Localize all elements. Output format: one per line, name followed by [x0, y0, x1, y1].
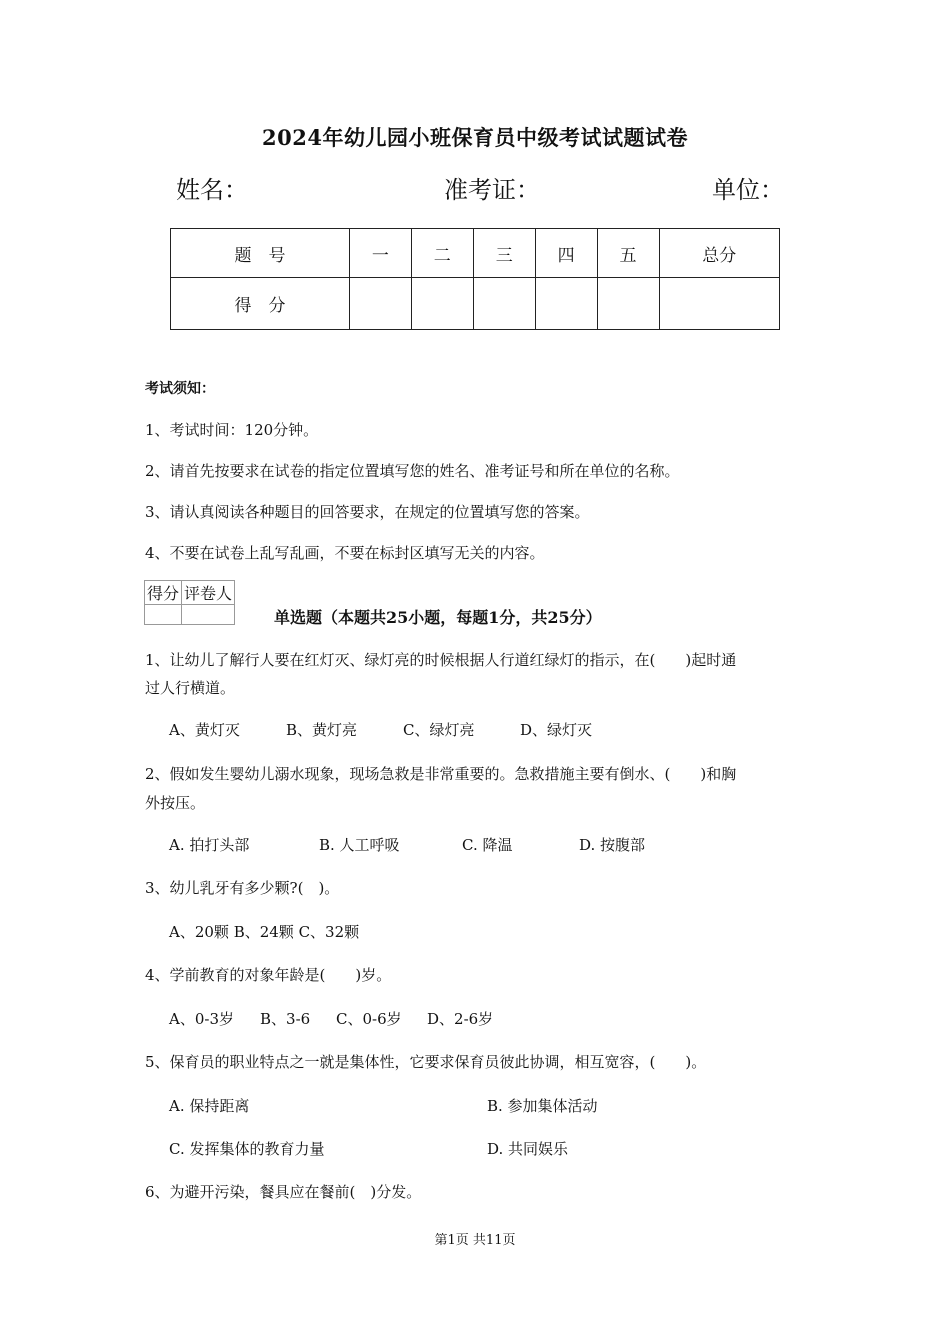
score-table — [170, 228, 780, 330]
section-title: 单选题（本题共25小题，每题1分，共25分） — [274, 608, 602, 627]
question-6-line-1: 6、为避开污染，餐具应在餐前( )分发。 — [145, 1183, 422, 1201]
score-header-5: 五 — [597, 229, 659, 278]
page-footer: 第1页 共11页 — [434, 1233, 516, 1248]
q1-option-b[interactable]: B、黄灯亮 — [286, 721, 358, 739]
score-cell-5[interactable] — [597, 278, 659, 330]
question-4-line-1: 4、学前教育的对象年龄是( )岁。 — [145, 966, 392, 984]
score-cell-1[interactable] — [349, 278, 411, 330]
score-table-score-row — [171, 278, 780, 330]
name-label: 姓名： — [176, 176, 248, 204]
question-1-line-2: 过人行横道。 — [145, 679, 236, 697]
score-cell-total[interactable] — [659, 278, 779, 330]
question-5-line-1: 5、保育员的职业特点之一就是集体性，它要求保育员彼此协调，相互宽容，( )。 — [145, 1053, 707, 1071]
notice-item-3: 3、请认真阅读各种题目的回答要求，在规定的位置填写您的答案。 — [145, 503, 590, 521]
score-header-1: 一 — [349, 229, 411, 278]
q1-option-a[interactable]: A、黄灯灭 — [169, 721, 240, 739]
grader-score-cell[interactable] — [145, 605, 182, 625]
notice-item-4: 4、不要在试卷上乱写乱画，不要在标封区填写无关的内容。 — [145, 544, 545, 562]
q3-options[interactable]: A、20颗 B、24颗 C、32颗 — [169, 923, 360, 941]
score-cell-2[interactable] — [411, 278, 473, 330]
q4-option-c[interactable]: C、0-6岁 — [336, 1010, 402, 1028]
q2-option-a[interactable]: A. 拍打头部 — [169, 836, 250, 854]
question-1-line-1: 1、让幼儿了解行人要在红灯灭、绿灯亮的时候根据人行道红绿灯的指示，在( )起时通 — [145, 651, 737, 669]
notice-item-1: 1、考试时间：120分钟。 — [145, 421, 319, 439]
unit-label: 单位： — [712, 176, 784, 204]
question-2-line-1: 2、假如发生婴幼儿溺水现象，现场急救是非常重要的。急救措施主要有倒水、( )和胸 — [145, 765, 737, 783]
score-header-label: 题 号 — [171, 229, 350, 278]
question-3-line-1: 3、幼儿乳牙有多少颗?( )。 — [145, 879, 340, 897]
q2-option-b[interactable]: B. 人工呼吸 — [319, 836, 400, 854]
q4-option-a[interactable]: A、0-3岁 — [169, 1010, 234, 1028]
q5-option-b[interactable]: B. 参加集体活动 — [487, 1097, 598, 1115]
q1-option-d[interactable]: D、绿灯灭 — [520, 721, 593, 739]
score-header-4: 四 — [535, 229, 597, 278]
q4-option-b[interactable]: B、3-6 — [260, 1010, 311, 1028]
notice-heading: 考试须知： — [145, 381, 215, 397]
score-header-3: 三 — [473, 229, 535, 278]
grader-box — [144, 580, 235, 625]
notice-item-2: 2、请首先按要求在试卷的指定位置填写您的姓名、准考证号和所在单位的名称。 — [145, 462, 680, 480]
q2-option-d[interactable]: D. 按腹部 — [579, 836, 646, 854]
score-cell-4[interactable] — [535, 278, 597, 330]
score-cell-3[interactable] — [473, 278, 535, 330]
q1-option-c[interactable]: C、绿灯亮 — [403, 721, 475, 739]
grader-name-cell[interactable] — [182, 605, 235, 625]
q5-option-c[interactable]: C. 发挥集体的教育力量 — [169, 1140, 325, 1158]
score-table-header-row — [171, 229, 780, 278]
ticket-label: 准考证： — [444, 176, 540, 204]
score-row-label: 得 分 — [171, 278, 350, 330]
q4-option-d[interactable]: D、2-6岁 — [427, 1010, 494, 1028]
q2-option-c[interactable]: C. 降温 — [462, 836, 513, 854]
score-header-2: 二 — [411, 229, 473, 278]
grader-score-label: 得分 — [145, 581, 182, 605]
q5-option-d[interactable]: D. 共同娱乐 — [487, 1140, 569, 1158]
q5-option-a[interactable]: A. 保持距离 — [169, 1097, 250, 1115]
score-header-total: 总分 — [659, 229, 779, 278]
question-2-line-2: 外按压。 — [145, 794, 206, 812]
page-title: 2024年幼儿园小班保育员中级考试试题试卷 — [262, 125, 688, 150]
grader-name-label: 评卷人 — [182, 581, 235, 605]
